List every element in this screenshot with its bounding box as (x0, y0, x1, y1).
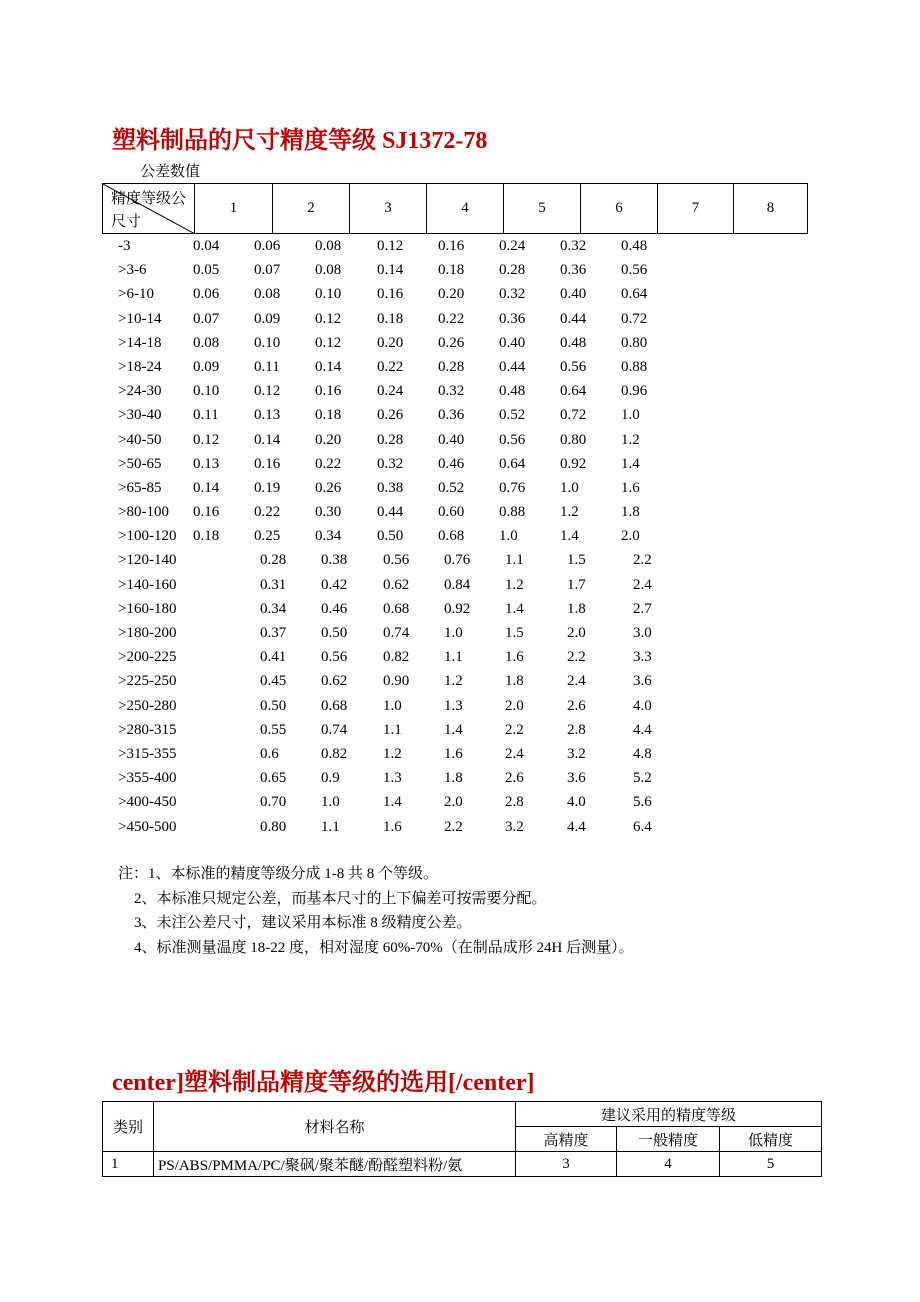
tolerance-value-cell: 1.6 (505, 649, 524, 666)
tolerance-value-cell: 0.52 (438, 479, 465, 496)
tolerance-value-cell: 0.13 (254, 407, 281, 424)
size-range-cell: >80-100 (118, 504, 169, 521)
tolerance-value-cell: 2.0 (621, 528, 640, 545)
tolerance-value-cell: 0.08 (193, 334, 220, 351)
tolerance-value-cell: 1.2 (444, 673, 463, 690)
tolerance-value-cell: 0.92 (560, 455, 587, 472)
tolerance-value-cell: 3.6 (567, 770, 586, 787)
tolerance-value-cell: 5.6 (633, 794, 652, 811)
tolerance-value-cell: 0.16 (193, 504, 220, 521)
tolerance-value-cell: 0.04 (193, 238, 220, 254)
row-high: 3 (516, 1152, 617, 1177)
tolerance-rows (0, 236, 920, 841)
tolerance-value-cell: 1.8 (505, 673, 524, 690)
tolerance-value-cell: 0.64 (560, 383, 587, 400)
row-material: PS/ABS/PMMA/PC/聚砜/聚苯醚/酚醛塑料粉/氨 (154, 1152, 516, 1177)
tolerance-value-cell: 0.20 (315, 431, 342, 448)
size-range-cell: >225-250 (118, 673, 177, 690)
tolerance-value-cell: 1.1 (383, 721, 402, 738)
tolerance-value-cell: 1.6 (444, 745, 463, 762)
grade-header-8: 8 (734, 184, 808, 234)
tolerance-value-cell: 4.8 (633, 745, 652, 762)
tolerance-value-cell: 2.2 (444, 818, 463, 835)
table-row (0, 575, 920, 599)
tolerance-value-cell: 2.0 (567, 625, 586, 641)
tolerance-value-cell: 0.62 (321, 673, 348, 690)
tolerance-value-cell: 0.14 (315, 358, 342, 375)
size-range-cell: >400-450 (118, 794, 177, 811)
tolerance-value-cell: 1.3 (444, 697, 463, 714)
tolerance-value-cell: 1.4 (560, 528, 579, 545)
tolerance-value-cell: 4.0 (633, 697, 652, 714)
size-range-cell: >30-40 (118, 407, 162, 424)
size-range-cell: >24-30 (118, 383, 162, 400)
tolerance-value-cell: 3.2 (505, 818, 524, 835)
tolerance-value-cell: 0.08 (315, 262, 342, 279)
tolerance-value-cell: 2.6 (505, 770, 524, 787)
table-row (0, 696, 920, 720)
col-general: 一般精度 (617, 1127, 720, 1152)
tolerance-value-cell: 2.0 (444, 794, 463, 811)
tolerance-value-cell: 0.68 (383, 600, 410, 617)
tolerance-value-cell: 0.48 (621, 238, 648, 254)
tolerance-value-cell: 0.44 (560, 310, 587, 327)
tolerance-value-cell: 0.60 (438, 504, 465, 521)
tolerance-value-cell: 0.12 (315, 334, 342, 351)
tolerance-value-cell: 0.70 (260, 794, 287, 811)
tolerance-value-cell: 0.56 (621, 262, 648, 279)
col-high: 高精度 (516, 1127, 617, 1152)
tolerance-value-cell: 0.62 (383, 576, 410, 593)
tolerance-value-cell: 0.52 (499, 407, 526, 424)
tolerance-value-cell: 0.24 (377, 383, 404, 400)
tolerance-value-cell: 0.38 (321, 552, 348, 569)
tolerance-value-cell: 0.76 (499, 479, 526, 496)
tolerance-value-cell: 0.46 (321, 600, 348, 617)
size-range-cell: >120-140 (118, 552, 177, 569)
table-row (0, 526, 920, 550)
table-row (0, 768, 920, 792)
table-row (0, 671, 920, 695)
table-row (0, 405, 920, 429)
tolerance-value-cell: 0.10 (254, 334, 281, 351)
tolerance-value-cell: 0.25 (254, 528, 281, 545)
tolerance-value-cell: 2.2 (633, 552, 652, 569)
tolerance-value-cell: 1.4 (505, 600, 524, 617)
tolerance-value-cell: 0.28 (499, 262, 526, 279)
tolerance-value-cell: 0.20 (377, 334, 404, 351)
tolerance-value-cell: 1.5 (505, 625, 524, 641)
tolerance-value-cell: 1.4 (383, 794, 402, 811)
tolerance-value-cell: 0.12 (193, 431, 220, 448)
section-title: center]塑料制品精度等级的选用[/center] (112, 1070, 535, 1096)
tolerance-value-cell: 0.09 (254, 310, 281, 327)
table-row (0, 284, 920, 308)
tolerance-value-cell: 0.30 (315, 504, 342, 521)
tolerance-value-cell: 1.0 (560, 479, 579, 496)
tolerance-value-cell: 0.50 (377, 528, 404, 545)
table-row (0, 454, 920, 478)
row-low: 5 (720, 1152, 822, 1177)
tolerance-value-cell: 1.7 (567, 576, 586, 593)
tolerance-value-cell: 0.26 (438, 334, 465, 351)
selection-table (102, 1101, 822, 1177)
tolerance-value-cell: 1.1 (505, 552, 524, 569)
tolerance-value-cell: 0.36 (438, 407, 465, 424)
tolerance-value-cell: 0.10 (193, 383, 220, 400)
tolerance-value-cell: 0.34 (260, 600, 287, 617)
size-range-cell: >180-200 (118, 625, 177, 641)
tolerance-value-cell: 0.13 (193, 455, 220, 472)
table-row (0, 236, 920, 260)
tolerance-value-cell: 1.6 (621, 479, 640, 496)
tolerance-value-cell: 1.1 (444, 649, 463, 666)
table-row (0, 381, 920, 405)
tolerance-value-cell: 0.16 (438, 238, 465, 254)
tolerance-value-cell: 0.56 (560, 358, 587, 375)
tolerance-value-cell: 0.24 (499, 238, 526, 254)
size-range-cell: >6-10 (118, 286, 154, 303)
tolerance-value-cell: 0.06 (254, 238, 281, 254)
size-range-cell: >450-500 (118, 818, 177, 835)
size-range-cell: >160-180 (118, 600, 177, 617)
tolerance-value-cell: 0.82 (321, 745, 348, 762)
tolerance-value-cell: 0.40 (499, 334, 526, 351)
tolerance-header-table (102, 183, 808, 234)
tolerance-value-cell: 0.82 (383, 649, 410, 666)
col-category: 类别 (103, 1102, 154, 1152)
tolerance-value-cell: 0.14 (377, 262, 404, 279)
tolerance-value-cell: 1.5 (567, 552, 586, 569)
tolerance-value-cell: 0.28 (438, 358, 465, 375)
table-row (0, 260, 920, 284)
page-title: 塑料制品的尺寸精度等级 SJ1372-78 (112, 128, 488, 154)
grade-header-1: 1 (195, 184, 273, 234)
table-row (0, 430, 920, 454)
tolerance-value-cell: 1.2 (505, 576, 524, 593)
tolerance-value-cell: 6.4 (633, 818, 652, 835)
tolerance-value-cell: 0.40 (438, 431, 465, 448)
grade-header-4: 4 (427, 184, 504, 234)
tolerance-value-cell: 0.6 (260, 745, 279, 762)
header-size-label: 尺寸 (111, 214, 142, 230)
grade-header-5: 5 (504, 184, 581, 234)
notes (118, 862, 634, 960)
tolerance-value-cell: 0.16 (377, 286, 404, 303)
tolerance-value-cell: 0.26 (315, 479, 342, 496)
tolerance-value-cell: 0.80 (560, 431, 587, 448)
tolerance-value-cell: 0.48 (499, 383, 526, 400)
tolerance-value-cell: 0.64 (499, 455, 526, 472)
tolerance-value-cell: 1.2 (621, 431, 640, 448)
table-row (0, 744, 920, 768)
tolerance-value-cell: 1.0 (621, 407, 640, 424)
tolerance-value-cell: 0.65 (260, 770, 287, 787)
table-row (0, 792, 920, 816)
tolerance-value-cell: 0.19 (254, 479, 281, 496)
note-4: 4、标准测量温度 18-22 度，相对湿度 60%-70%（在制品成形 24H 后测量）。 (134, 939, 634, 956)
size-range-cell: >3-6 (118, 262, 147, 279)
tolerance-value-cell: 0.18 (193, 528, 220, 545)
tolerance-value-cell: 0.12 (254, 383, 281, 400)
tolerance-value-cell: 0.22 (315, 455, 342, 472)
tolerance-value-cell: 1.6 (383, 818, 402, 835)
note-2: 2、本标准只规定公差，而基本尺寸的上下偏差可按需要分配。 (134, 890, 547, 907)
tolerance-value-cell: 0.34 (315, 528, 342, 545)
tolerance-value-cell: 0.92 (444, 600, 471, 617)
tolerance-value-cell: 0.12 (377, 238, 404, 254)
tolerance-value-cell: 1.4 (621, 455, 640, 472)
note-3: 3、未注公差尺寸，建议采用本标准 8 级精度公差。 (134, 915, 472, 931)
tolerance-value-cell: 0.32 (499, 286, 526, 303)
tolerance-value-cell: 0.45 (260, 673, 287, 690)
tolerance-value-cell: 0.22 (254, 504, 281, 521)
table-row (0, 599, 920, 623)
size-range-cell: >40-50 (118, 431, 162, 448)
size-range-cell: >355-400 (118, 770, 177, 787)
col-recommended: 建议采用的精度等级 (516, 1102, 822, 1127)
tolerance-value-cell: 2.2 (505, 721, 524, 738)
tolerance-value-cell: 0.74 (383, 625, 410, 641)
tolerance-value-cell: 0.96 (621, 383, 648, 400)
tolerance-value-cell: 1.0 (383, 697, 402, 714)
row-general: 4 (617, 1152, 720, 1177)
table-caption: 公差数值 (140, 164, 201, 180)
tolerance-value-cell: 0.88 (499, 504, 526, 521)
tolerance-value-cell: 0.11 (193, 407, 219, 424)
tolerance-value-cell: 1.2 (560, 504, 579, 521)
tolerance-value-cell: 0.18 (377, 310, 404, 327)
tolerance-value-cell: 2.4 (633, 576, 652, 593)
table-row (0, 550, 920, 574)
grade-header-7: 7 (658, 184, 734, 234)
tolerance-value-cell: 1.8 (567, 600, 586, 617)
table-row (0, 502, 920, 526)
tolerance-value-cell: 2.8 (567, 721, 586, 738)
tolerance-value-cell: 0.08 (315, 238, 342, 254)
tolerance-value-cell: 0.36 (560, 262, 587, 279)
size-range-cell: >315-355 (118, 745, 177, 762)
tolerance-value-cell: 0.18 (438, 262, 465, 279)
tolerance-value-cell: 0.76 (444, 552, 471, 569)
grade-header-3: 3 (350, 184, 427, 234)
tolerance-value-cell: 1.2 (383, 745, 402, 762)
col-material: 材料名称 (154, 1102, 516, 1152)
tolerance-value-cell: 1.8 (444, 770, 463, 787)
tolerance-value-cell: 4.0 (567, 794, 586, 811)
tolerance-value-cell: 2.6 (567, 697, 586, 714)
tolerance-value-cell: 0.88 (621, 358, 648, 375)
tolerance-value-cell: 2.4 (567, 673, 586, 690)
tolerance-value-cell: 0.44 (499, 358, 526, 375)
tolerance-value-cell: 0.22 (438, 310, 465, 327)
tolerance-value-cell: 0.11 (254, 358, 280, 375)
tolerance-value-cell: 0.09 (193, 358, 220, 375)
tolerance-value-cell: 0.32 (560, 238, 587, 254)
tolerance-value-cell: 5.2 (633, 770, 652, 787)
size-range-cell: -3 (118, 238, 131, 254)
tolerance-value-cell: 0.50 (321, 625, 348, 641)
tolerance-value-cell: 0.80 (260, 818, 287, 835)
size-range-cell: >280-315 (118, 721, 177, 738)
size-range-cell: >100-120 (118, 528, 177, 545)
tolerance-value-cell: 0.38 (377, 479, 404, 496)
row-category: 1 (103, 1152, 154, 1177)
table-row (103, 1152, 822, 1177)
tolerance-value-cell: 0.68 (321, 697, 348, 714)
tolerance-value-cell: 0.07 (254, 262, 281, 279)
tolerance-value-cell: 0.50 (260, 697, 287, 714)
tolerance-value-cell: 0.80 (621, 334, 648, 351)
tolerance-value-cell: 1.0 (499, 528, 518, 545)
size-range-cell: >50-65 (118, 455, 162, 472)
tolerance-value-cell: 0.42 (321, 576, 348, 593)
tolerance-value-cell: 0.28 (260, 552, 287, 569)
tolerance-value-cell: 0.07 (193, 310, 220, 327)
tolerance-value-cell: 1.4 (444, 721, 463, 738)
tolerance-value-cell: 0.72 (560, 407, 587, 424)
table-row (0, 309, 920, 333)
tolerance-value-cell: 0.22 (377, 358, 404, 375)
tolerance-value-cell: 0.56 (321, 649, 348, 666)
col-low: 低精度 (720, 1127, 822, 1152)
tolerance-value-cell: 0.41 (260, 649, 287, 666)
tolerance-value-cell: 0.56 (499, 431, 526, 448)
grade-header-2: 2 (273, 184, 350, 234)
table-row (0, 720, 920, 744)
table-row (0, 647, 920, 671)
tolerance-value-cell: 0.90 (383, 673, 410, 690)
size-range-cell: >140-160 (118, 576, 177, 593)
tolerance-value-cell: 2.4 (505, 745, 524, 762)
size-range-cell: >10-14 (118, 310, 162, 327)
tolerance-value-cell: 0.28 (377, 431, 404, 448)
tolerance-value-cell: 0.9 (321, 770, 340, 787)
tolerance-value-cell: 3.6 (633, 673, 652, 690)
tolerance-value-cell: 0.10 (315, 286, 342, 303)
tolerance-value-cell: 4.4 (633, 721, 652, 738)
tolerance-value-cell: 0.32 (377, 455, 404, 472)
tolerance-value-cell: 1.0 (444, 625, 463, 641)
tolerance-value-cell: 0.32 (438, 383, 465, 400)
size-range-cell: >200-225 (118, 649, 177, 666)
tolerance-value-cell: 0.36 (499, 310, 526, 327)
tolerance-value-cell: 0.64 (621, 286, 648, 303)
tolerance-value-cell: 1.1 (321, 818, 340, 835)
grade-header-6: 6 (581, 184, 658, 234)
note-1: 注：1、本标准的精度等级分成 1-8 共 8 个等级。 (118, 866, 438, 882)
tolerance-value-cell: 2.7 (633, 600, 652, 617)
tolerance-value-cell: 0.84 (444, 576, 471, 593)
size-range-cell: >14-18 (118, 334, 162, 351)
tolerance-value-cell: 0.40 (560, 286, 587, 303)
header-diagonal-cell (103, 184, 195, 234)
table-row (0, 478, 920, 502)
tolerance-value-cell: 0.55 (260, 721, 287, 738)
size-range-cell: >250-280 (118, 697, 177, 714)
tolerance-value-cell: 0.16 (254, 455, 281, 472)
header-grade-label: 精度等级公 (111, 191, 187, 207)
tolerance-value-cell: 1.8 (621, 504, 640, 521)
tolerance-value-cell: 2.2 (567, 649, 586, 666)
tolerance-value-cell: 0.46 (438, 455, 465, 472)
tolerance-value-cell: 0.12 (315, 310, 342, 327)
table-row (0, 817, 920, 841)
tolerance-value-cell: 0.56 (383, 552, 410, 569)
tolerance-value-cell: 3.2 (567, 745, 586, 762)
table-row (0, 357, 920, 381)
tolerance-value-cell: 0.06 (193, 286, 220, 303)
tolerance-value-cell: 4.4 (567, 818, 586, 835)
tolerance-value-cell: 1.3 (383, 770, 402, 787)
size-range-cell: >65-85 (118, 479, 162, 496)
tolerance-value-cell: 0.18 (315, 407, 342, 424)
table-row (0, 333, 920, 357)
tolerance-value-cell: 0.68 (438, 528, 465, 545)
tolerance-value-cell: 0.05 (193, 262, 220, 279)
tolerance-value-cell: 0.14 (254, 431, 281, 448)
tolerance-value-cell: 3.3 (633, 649, 652, 666)
table-row (0, 623, 920, 647)
tolerance-value-cell: 0.74 (321, 721, 348, 738)
size-range-cell: >18-24 (118, 358, 162, 375)
tolerance-value-cell: 0.14 (193, 479, 220, 496)
tolerance-value-cell: 0.37 (260, 625, 287, 641)
tolerance-value-cell: 1.0 (321, 794, 340, 811)
tolerance-value-cell: 2.8 (505, 794, 524, 811)
tolerance-value-cell: 0.72 (621, 310, 648, 327)
tolerance-value-cell: 3.0 (633, 625, 652, 641)
tolerance-value-cell: 2.0 (505, 697, 524, 714)
tolerance-value-cell: 0.20 (438, 286, 465, 303)
tolerance-value-cell: 0.16 (315, 383, 342, 400)
tolerance-value-cell: 0.44 (377, 504, 404, 521)
tolerance-value-cell: 0.31 (260, 576, 287, 593)
tolerance-value-cell: 0.48 (560, 334, 587, 351)
tolerance-value-cell: 0.26 (377, 407, 404, 424)
tolerance-value-cell: 0.08 (254, 286, 281, 303)
